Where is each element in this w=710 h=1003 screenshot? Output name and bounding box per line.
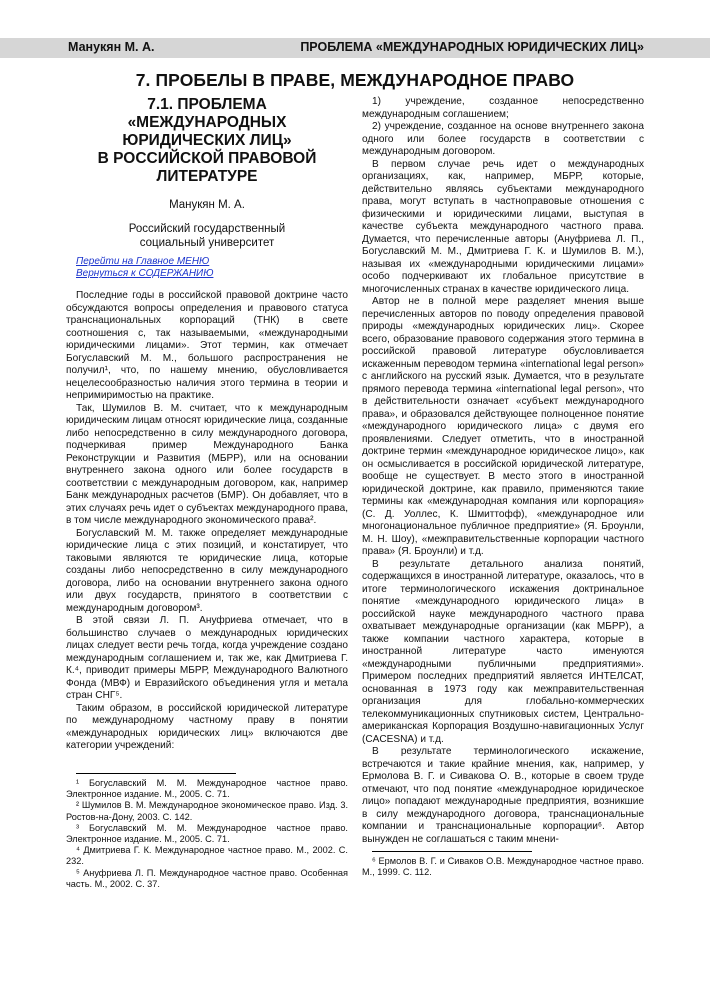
section-organization — [66, 222, 348, 250]
org-line: Российский государственный — [128, 223, 286, 235]
body-paragraph: Таким образом, в российской юридической литературе по международному частному праву в понятии «международных юридических лиц» включаются две категории учреждений: — [66, 702, 348, 751]
section-title-line: «МЕЖДУНАРОДНЫХ — [127, 114, 287, 131]
navigation-links — [66, 256, 348, 280]
section-title-line: 7.1. ПРОБЛЕМА — [147, 96, 267, 113]
section-title — [66, 96, 348, 186]
section-title-line: ЛИТЕРАТУРЕ — [156, 168, 258, 185]
list-item: 1) учреждение, созданное непосредственно международным соглашением; — [362, 96, 644, 120]
footnote: ⁶ Ермолов В. Г. и Сиваков О.В. Международное частное право. М., 1999. С. 112. — [362, 856, 644, 878]
section-title-line: В РОССИЙСКОЙ ПРАВОВОЙ — [97, 150, 317, 167]
org-line: социальный университет — [139, 237, 275, 249]
footnote-divider — [76, 773, 236, 774]
footnote: ⁵ Ануфриева Л. П. Международное частное право. Особенная часть. М., 2002. С. 37. — [66, 867, 348, 889]
contents-link[interactable]: Вернуться к СОДЕРЖАНИЮ — [76, 268, 214, 279]
right-footnotes — [362, 851, 644, 878]
body-paragraph: Так, Шумилов В. М. считает, что к международным юридическим лицам относят юридические лица, созданные либо непосредственно в силу международного договора, подчеркивая пример Международного Банка Реконструкции и Развития (МБРР), или на основании внутреннего закона одного или более государств в соответствии с международным договором, как, например Банк международных расчетов (БМР). Он добавляет, что в этих случаях речь идет о субъектах международного права, в том числе международного экономического права². — [66, 402, 348, 526]
header-author: Манукян М. А. — [68, 40, 155, 54]
body-paragraph: В результате терминологического искажение, встречаются и такие крайние мнения, как, например, у Ермолова В. Г. и Сивакова О. В., которые в своем труде отмечают, что под понятие «международное юридическое лицо» попадают международные предприятия, возникшие в силу международного договора, транснациональные компании и транснациональные корпорации⁶. Автор вынужден не соглашаться с таким мнени- — [362, 746, 644, 845]
section-author: Манукян М. А. — [169, 199, 245, 211]
footnote-divider — [372, 851, 532, 852]
right-column — [362, 96, 644, 846]
running-header — [0, 38, 710, 58]
left-column — [66, 96, 348, 753]
list-item: 2) учреждение, созданное на основе внутреннего закона одного или более государств в соответствии с международным договором. — [362, 121, 644, 157]
body-paragraph: В первом случае речь идет о международных организациях, как, например, МБРР, которые, действительно являясь субъектами международного права, могут вступать в частноправовые отношения с физическими и юридическими лицами, выступая в качестве субъекта международного частного права. Думается, что перечисленные авторы (Ануфриева Л. П., Богуславский М. М., Дмитриева Г. К. и Шумилов В. М.), называя их «международными юридическими лицами» особо подчеркивают их глобальное присутствие в многочисленных странах в качестве юридического лица. — [362, 158, 644, 295]
body-paragraph: Последние годы в российской правовой доктрине часто обсуждаются вопросы определения и правового статуса транснациональных корпораций (ТНК) в свете соотношения с, так называемыми, «международными юридическими лицами». Этот термин, как отмечает Богуславский М. М., большого распространения не получил¹, что, по нашему мнению, обусловливается нецелесообразностью наличия этого термина в теории и непримиримостью на практике. — [66, 290, 348, 401]
main-menu-link[interactable]: Перейти на Главное МЕНЮ — [76, 256, 210, 267]
footnote: ² Шумилов В. М. Международное экономическое право. Изд. 3. Ростов-на-Дону, 2003. С. 142. — [66, 800, 348, 822]
footnote: ⁴ Дмитриева Г. К. Международное частное право. М., 2002. С. 232. — [66, 845, 348, 867]
chapter-title: 7. ПРОБЕЛЫ В ПРАВЕ, МЕЖДУНАРОДНОЕ ПРАВО — [135, 70, 575, 90]
left-footnotes — [66, 773, 348, 890]
header-title: ПРОБЛЕМА «МЕЖДУНАРОДНЫХ ЮРИДИЧЕСКИХ ЛИЦ» — [300, 40, 644, 54]
footnote: ³ Богуславский М. М. Международное частное право. Электронное издание. М., 2005. С. 71. — [66, 822, 348, 845]
body-paragraph: В этой связи Л. П. Ануфриева отмечает, что в большинство случаев о международных юридических лицах следует вести речь тогда, когда учреждение создано международным соглашением и, так же, как Дмитриева Г. К.⁴, приводит примеры МБРР, Международного Валютного Фонда (МВФ) и Евразийского объединения угля и метала стран СНГ⁵. — [66, 615, 348, 701]
body-paragraph: Автор не в полной мере разделяет мнения выше перечисленных авторов по поводу определения правовой природы «международных юридических лиц». Скорее всего, образование правового содержания этого термина в российской правовой литературе обусловливается искаженным переводом термина «international legal person» с английского на русский язык. Думается, что в результате прямого перевода термина «international legal person», что в действительности означает «субъект международного права», и образовался действующее полноценное понятие «международного юридического лица» с двумя его проявлениями. Следует отметить, что в иностранной доктрине термин «международное юридическое лицо», как он осмысливается в российской юридической литературе, вообще не существует. В место этого в иностранной юридической доктрине, как правило, применяются такие термины как «международная компания или корпорация» (С. Д. Уоллес, К. Шмиттофф), «международное или многонациональное публичное предприятие» (Я. Броунли, М. Н. Шоу), «межправительственные корпорации частного права» (Я. Броунли) и т.д. — [362, 296, 644, 557]
section-title-line: ЮРИДИЧЕСКИХ ЛИЦ» — [122, 132, 292, 149]
footnote: ¹ Богуславский М. М. Международное частное право. Электронное издание. М., 2005. С. 71. — [66, 778, 348, 800]
body-paragraph: Богуславский М. М. также определяет международные юридические лица с этих позиций, и констатирует, что таковыми являются те юридические лица, которые созданы либо непосредственно в силу международного договора, либо на основании внутреннего закона одного или двух государств, принятого в соответствии с международным договором³. — [66, 527, 348, 614]
body-paragraph: В результате детального анализа понятий, содержащихся в иностранной литературе, оказалось, что в итоге терминологического искажения доктринальное понятие «международного юридического лица» в российской науке международного частного права охватывает международные организации (как МБРР), а также компании частного характера, которые в иностранной литературе часто именуются «международными публичными предприятиями». Примером последних предприятий является ИНТЕЛСАТ, основанная в 1973 году как межправительственная организация для глобально-коммерческих телекоммуникационных спутниковых систем, Центрально-американская Корпорация Воздушно-навигационных Услуг (CACESNA) и т.д. — [362, 558, 644, 745]
